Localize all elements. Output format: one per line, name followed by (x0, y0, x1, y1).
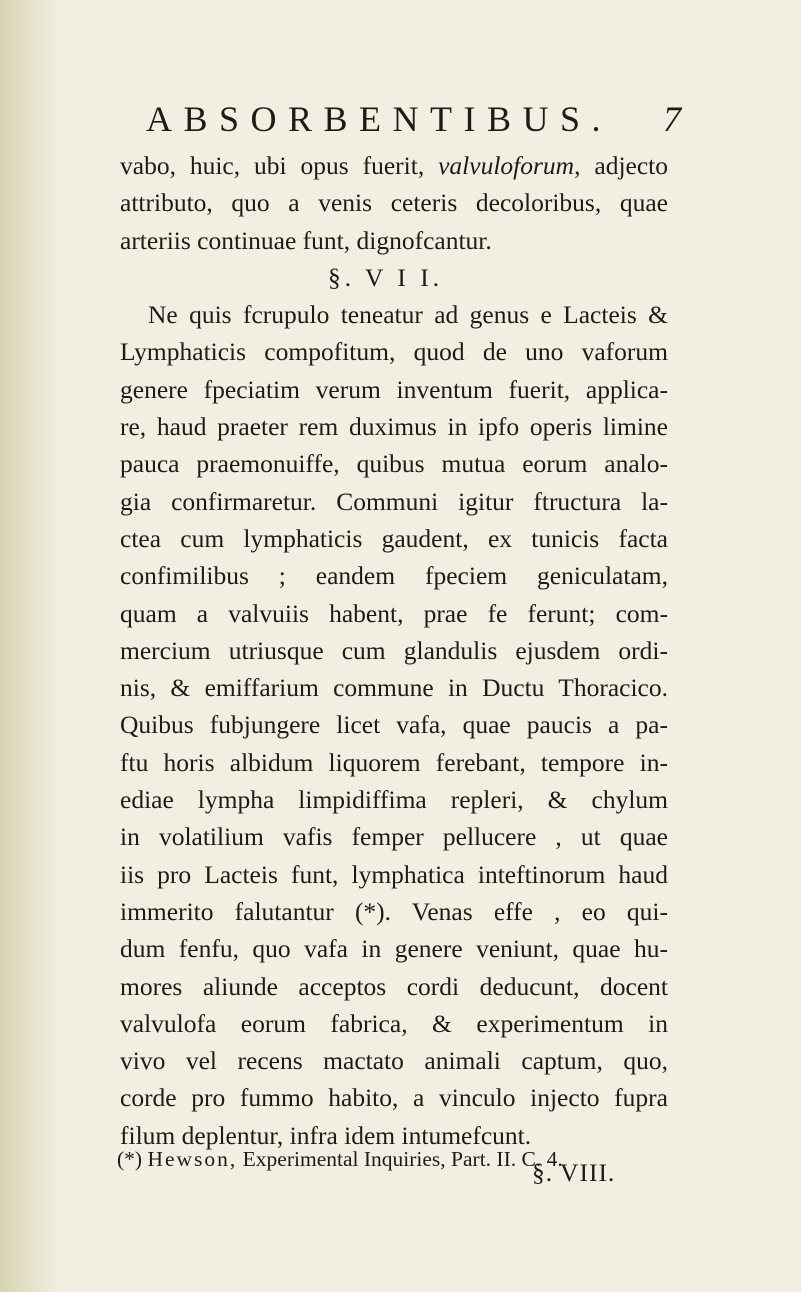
text-line: re, haud praeter rem duximus in ipfo operis limine (120, 412, 668, 442)
emphasized-word: valvuloforum (438, 151, 575, 180)
text-line: mercium utriusque cum glandulis ejusdem ordi- (120, 635, 668, 665)
text-line: corde pro fummo habito, a vinculo injecto fupra (120, 1083, 668, 1113)
footnote-citation: Experimental Inquiries, Part. II. C. 4. (242, 1147, 563, 1171)
main-text (120, 147, 668, 1191)
footnote-author: Hewson, (147, 1147, 238, 1171)
text-line: vivo vel recens mactato animali captum, quo, (120, 1046, 668, 1076)
line-prefix: vabo, huic, ubi opus fuerit, (120, 151, 439, 180)
text-line: mores aliunde acceptos cordi deducunt, docent (120, 971, 668, 1001)
text-line: confimilibus ; eandem fpeciem geniculatam, (120, 561, 668, 591)
text-line: filum deplentur, infra idem intumefcunt. (120, 1120, 532, 1150)
text-line: iis pro Lacteis funt, lymphatica inteftinorum haud (120, 859, 668, 889)
text-line: arteriis continuae funt, dignofcantur. (120, 225, 492, 255)
footnote-marker: (*) (117, 1147, 143, 1171)
text-line: gia confirmaretur. Communi igitur ftructura la- (120, 486, 668, 516)
text-line: Ne quis fcrupulo teneatur ad genus e Lacteis & (148, 300, 668, 330)
text-line: quam a valvuiis habent, prae fe ferunt; com- (120, 598, 668, 628)
text-line: dum fenfu, quo vafa in genere veniunt, quae hu- (120, 934, 668, 964)
text-line: immerito falutantur (*). Venas effe , eo qui- (120, 896, 668, 926)
text-line: ctea cum lymphaticis gaudent, ex tunicis facta (120, 523, 668, 553)
text-line: Quibus fubjungere licet vafa, quae paucis a pa- (120, 710, 668, 740)
text-line: valvulofa eorum fabrica, & experimentum in (120, 1008, 668, 1038)
running-title: ABSORBENTIBUS. (146, 99, 613, 139)
section-heading: §. VIII. (532, 1158, 616, 1188)
text-line: Lymphaticis compofitum, quod de uno vaforum (120, 337, 668, 367)
text-line: nis, & emiffarium commune in Ductu Thoracico. (120, 673, 668, 703)
section-heading: §. V I I. (328, 262, 444, 292)
page-number: 7 (663, 99, 681, 139)
text-line: genere fpeciatim verum inventum fuerit, applica- (120, 374, 668, 404)
text-line: pauca praemonuiffe, quibus mutua eorum analo- (120, 449, 668, 479)
text-line (120, 147, 668, 184)
text-line: ftu horis albidum liquorem ferebant, tempore in- (120, 747, 668, 777)
footnote (117, 1144, 677, 1174)
line-suffix: , adjecto (574, 151, 668, 180)
text-line: ediae lympha limpidiffima repleri, & chylum (120, 785, 668, 815)
page-edge-shading (0, 0, 60, 1292)
text-line: attributo, quo a venis ceteris decoloribus, quae (120, 188, 668, 218)
text-line: in volatilium vafis femper pellucere , ut quae (120, 822, 668, 852)
